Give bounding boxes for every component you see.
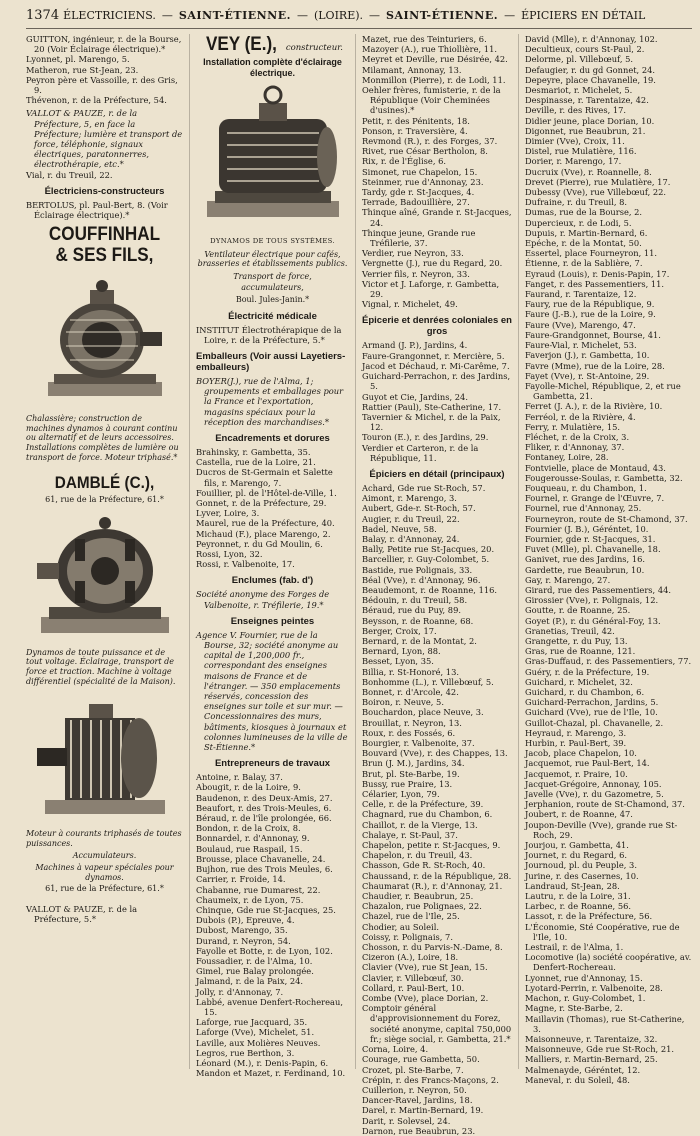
list-entry: Maneval, r. du Soleil, 48. — [525, 1074, 630, 1085]
list-entry: Mazoyer (A.), rue Thiollière, 11. — [362, 44, 497, 55]
list-entry: Brousse, place Chavanelle, 24. — [196, 853, 326, 864]
list-entry: Comptoir général d'approvisionnement du Forez, société anonyme, capital 750,000 fr.; siège social, r. Gambetta, 21.* — [362, 1003, 512, 1044]
list-entry: Digonnet, rue Beaubrun, 21. — [525, 125, 646, 136]
list-entry: Clavier, r. Villebœuf, 30. — [362, 972, 464, 983]
list-entry: Béraud, r. de l'île prolongée, 66. — [196, 813, 332, 824]
list-entry: Chaumarat (R.), r. d'Annonay, 21. — [362, 880, 503, 891]
vallot-entry: VALLOT & PAUZE, r. de la Préfecture, 5, en face la Préfecture; lumière et transport de force, téléphonie, signaux électriques, paratonnerres, électrothérapie, etc.* — [26, 108, 183, 170]
list-entry: Lassot, r. de la Préfecture, 56. — [525, 911, 653, 922]
list-entry: Fayolle-Michel, République, 2, et rue Gambetta, 21. — [525, 380, 681, 402]
section-heading-constructeurs: Électriciens-constructeurs — [44, 185, 165, 197]
list-entry: Jurine, r. des Casernes, 10. — [525, 870, 639, 881]
list-entry: Corna, Loire, 4. — [362, 1044, 429, 1055]
list-entry: Célarier, Lyon, 79. — [362, 789, 440, 800]
list-entry: Oehler frères, fumisterie, r. de la République (Voir Cheminées d'usines).* — [362, 85, 501, 116]
list-entry: Grangette, r. du Puy, 13. — [525, 635, 628, 646]
list-entry: Darel, r. Martin-Bernard, 19. — [362, 1105, 484, 1116]
list-entry: Baudenon, r. des Deux-Amis, 27. — [196, 792, 333, 803]
list-entry: Dupuis, r. Martin-Bernard, 6. — [525, 227, 648, 238]
list-entry: Rossi, r. Valbenoite, 17. — [196, 559, 295, 570]
dynamo-caption: DYNAMOS DE TOUS SYSTÈMES. — [210, 237, 335, 245]
list-entry: Deville, r. des Rives, 17. — [525, 105, 627, 116]
list-entry: Delorme, pl. Villebœuf, 5. — [525, 54, 634, 65]
list-entry: Faverjon (J.), r. Gambetta, 10. — [525, 350, 650, 361]
list-entry: Jacquemot, r. Praire, 10. — [525, 768, 628, 779]
list-entry: Cuillerion, r. Neyron, 50. — [362, 1084, 467, 1095]
list-entry: Guéry, r. de la Préfecture, 19. — [525, 666, 650, 677]
list-entry: Armand (J. P.), Jardins, 4. — [362, 340, 468, 351]
list-entry: Mazet, rue des Teinturiers, 6. — [362, 34, 487, 44]
list-entry: Rix, r. de l'Église, 6. — [362, 156, 447, 167]
list-entry: Verdier, rue Neyron, 33. — [362, 248, 464, 259]
list-entry: Verdier et Carteron, r. de la République, 11. — [362, 442, 479, 463]
list-entry: Jalmand, r. de la Paix, 24. — [196, 976, 304, 987]
column-4 — [518, 34, 692, 1085]
list-entry: Antoine, r. Balay, 37. — [196, 772, 283, 783]
list-entry: Barcellier, r. Guy-Colombet, 5. — [362, 554, 490, 565]
dynamo-engraving-2 — [35, 509, 175, 644]
list-entry: Peyron père et Vassoille, r. des Gris, 9. — [26, 74, 178, 96]
list-entry: Bussy, rue Praire, 13. — [362, 778, 453, 789]
list-entry: Courage, rue Gambetta, 50. — [362, 1054, 480, 1065]
list-entry: Larbec, r. de Roanne, 56. — [525, 901, 632, 912]
list-entry: Thinque aîné, Grande r. St-Jacques, 24. — [362, 207, 512, 228]
header-left: ÉLECTRICIENS. — [63, 9, 156, 22]
page-number: 1374 — [26, 8, 60, 23]
list-entry: Lestrail, r. de l'Alma, 1. — [525, 942, 624, 953]
list-entry: Labbé, avenue Denfert-Rochereau, 15. — [196, 996, 343, 1017]
list-entry: Billia, r. St-Honoré, 13. — [362, 666, 459, 677]
list-entry: Bally, Petite rue St-Jacques, 20. — [362, 544, 495, 555]
vey-title: constructeur. — [285, 43, 344, 53]
list-entry: Girossier (Vve), r. Polignais, 12. — [525, 595, 659, 606]
list-entry: Faury, rue de la République, 9. — [525, 299, 655, 310]
list-entry: Castella, rue de la Loire, 21. — [196, 457, 316, 468]
running-header: 1374 ÉLECTRICIENS. — SAINT-ÉTIENNE. — (LOIRE). — SAINT-ÉTIENNE. — ÉPICIERS EN DÉTAIL — [26, 8, 692, 29]
list-entry: Lyonnet, rue d'Annonay, 15. — [525, 972, 643, 983]
header-dept: (LOIRE). — [313, 9, 364, 22]
list-entry: Joubert, r. de Roanne, 47. — [525, 809, 633, 820]
list-entry: Achard, Gde rue St-Roch, 57. — [362, 482, 486, 493]
list-entry: Laforge (Vve), Michelet, 51. — [196, 1027, 315, 1038]
list-entry: Defaugier, r. du gd Gonnet, 24. — [525, 64, 656, 75]
list-entry: Chazel, rue de l'Ile, 25. — [362, 911, 460, 922]
list-entry: Étienne, r. de la Sablière, 7. — [525, 258, 643, 269]
list-entry: Fougerousse-Soulas, r. Gambetta, 32. — [525, 472, 683, 483]
list-entry: Durand, r. Neyron, 54. — [196, 935, 291, 946]
machines-vapeur-label: Machines à vapeur spéciales pour dynamos. — [35, 862, 174, 882]
list-entry: Gay, r. Marengo, 27. — [525, 574, 611, 585]
list-entry: Distel, rue Mulatière, 116. — [525, 146, 637, 157]
vey-address: Boul. Jules-Janin.* — [235, 294, 310, 304]
institut-entry: INSTITUT Électrothérapique de la Loire, r. de la Préfecture, 5.* — [196, 324, 342, 345]
list-entry: Bonhomme (L.), r. Villebœuf, 5. — [362, 676, 494, 687]
list-entry: Ferret (J. A.), r. de la Rivière, 10. — [525, 401, 663, 412]
list-entry: Bujhon, rue des Trois Meules, 6. — [196, 864, 333, 875]
list-entry: Faure-Grandgonnet, Bourse, 41. — [525, 329, 661, 340]
list-entry: Brahinsky, r. Gambetta, 35. — [196, 446, 311, 457]
list-entry: Dancer-Ravel, Jardins, 18. — [362, 1095, 473, 1106]
list-entry: Guichard, r. Michelet, 32. — [525, 676, 633, 687]
list-entry: Guichard, r. du Chambon, 6. — [525, 687, 645, 697]
list-entry: Augier, r. du Treuil, 22. — [362, 513, 460, 524]
list-entry: Rattier (Paul), Ste-Catherine, 17. — [362, 401, 502, 412]
list-entry: Malmenayde, Géréntet, 12. — [525, 1064, 641, 1075]
list-entry: Beysson, r. de Roanne, 68. — [362, 615, 474, 626]
list-entry: Chosson, r. du Parvis-N.-Dame, 8. — [362, 942, 503, 953]
list-entry: Chagnard, rue du Chambon, 6. — [362, 809, 493, 820]
list-entry: Faure-Vial, r. Michelet, 53. — [525, 340, 637, 351]
enseignes-entry: Agence V. Fournier, rue de la Bourse, 32; société anonyme au capital de 1,200,000 fr., correspondant des enseignes maisons de France et de l'étranger. — 350 emplacements réservés, concession des enseignes sur toile et sur mur. — Concessionnaires des murs, bâtiments, kiosques à journaux et colonnes lumineuses de la ville de St-Étienne.* — [196, 629, 348, 753]
list-entry: Chabanne, rue Dumarest, 22. — [196, 884, 321, 895]
list-entry: Magne, r. Ste-Barbe, 2. — [525, 1003, 623, 1014]
header-city: SAINT-ÉTIENNE. — [178, 9, 291, 22]
list-entry: Fourneyron, route de St-Chamond, 37. — [525, 513, 688, 524]
list-entry: Fouqueau, r. du Chambon, 1. — [525, 482, 647, 493]
list-entry: Bouchardon, place Neuve, 3. — [362, 707, 484, 718]
list-entry: Decultieux, cours St-Paul, 2. — [525, 44, 645, 55]
list-entry: Peyronnet, r. du Gd Moulin, 6. — [196, 538, 323, 549]
column-1 — [26, 34, 189, 1069]
list-entry: Mandon et Mazet, r. Ferdinand, 10. — [196, 1068, 346, 1079]
list-entry: Abougit, r. de la Loire, 9. — [196, 782, 301, 793]
vial-entry: Vial, r. du Treuil, 22. — [26, 169, 113, 180]
list-entry: Thévenon, r. de la Préfecture, 54. — [26, 95, 167, 106]
list-entry: Legros, rue Berthon, 3. — [196, 1047, 295, 1058]
list-entry: Revmond (R.), r. des Forges, 37. — [362, 136, 498, 147]
list-entry: Steinmer, rue d'Annonay, 23. — [362, 176, 484, 187]
damble-address: 61, rue de la Préfecture, 61.* — [45, 495, 164, 505]
list-entry: Chapelon, petite r. St-Jacques, 9. — [362, 840, 501, 851]
list-entry: Léonard (M.), r. Denis-Papin, 6. — [196, 1057, 329, 1068]
bertolus-entry: BERTOLUS, pl. Paul-Bert, 8. (Voir Éclairage électrique).* — [26, 199, 168, 221]
list-entry: Joupon-Deville (Vve), grande rue St-Roch, 29. — [525, 819, 678, 840]
list-entry: Girard, rue des Passementiers, 44. — [525, 584, 672, 595]
list-entry: GUITTON, ingénieur, r. de la Bourse, 20 (Voir Éclairage électrique).* — [26, 34, 182, 55]
list-entry: Maisonneuve, r. Tarentaize, 32. — [525, 1033, 658, 1044]
list-entry: Journet, r. du Regard, 6. — [525, 850, 627, 861]
list-entry: David (Mlle), r. d'Annonay, 102. — [525, 34, 658, 44]
list-entry: Chinque, Gde rue St-Jacques, 25. — [196, 904, 336, 915]
coloniales-list — [362, 340, 512, 462]
list-entry: Thinque jeune, Grande rue Tréfilerie, 37. — [362, 227, 476, 249]
list-entry: Victor et J. Laforge, r. Gambetta, 29. — [362, 278, 500, 300]
vey-description: Ventilateur électrique pour cafés, brasseries et établissements publics. — [197, 249, 348, 269]
epiciers-detail-list-continued — [525, 34, 692, 1085]
list-entry: Granetias, Treuil, 42. — [525, 625, 615, 636]
list-entry: Ducruix (Vve), r. Roannelle, 8. — [525, 166, 652, 177]
list-entry: Combe (Vve), place Dorian, 2. — [362, 993, 489, 1004]
vallot-bottom-entry: VALLOT & PAUZE, r. de la Préfecture, 5.* — [26, 903, 138, 924]
list-entry: Béal (Vve), r. d'Annonay, 96. — [362, 574, 481, 585]
list-entry: Ferréol, r. de la Rivière, 4. — [525, 411, 636, 422]
list-entry: Chazalon, rue Polignaes, 22. — [362, 901, 482, 912]
damble-caption: Dynamos de toute puissance et de tout voltage. Éclairage, transport de force et traction. Machine à voltage différentiel (spécialité de la Maison). — [26, 647, 176, 686]
list-entry: Didier jeune, place Dorian, 10. — [525, 115, 655, 126]
list-entry: Eyraud (Louis), r. Denis-Papin, 17. — [525, 268, 670, 279]
list-entry: Simonet, rue Chapelon, 15. — [362, 166, 478, 177]
section-heading-travaux: Entrepreneurs de travaux — [214, 758, 331, 770]
list-entry: Michaud (F.), place Marengo, 2. — [196, 528, 331, 539]
list-entry: Boiron, r. Neuve, 5. — [362, 697, 444, 708]
list-entry: Guichard (Vve), rue de l'Ile, 10. — [525, 707, 658, 718]
list-entry: Béraud, rue du Puy, 89. — [362, 605, 461, 616]
travaux-list — [196, 772, 349, 1078]
section-heading-coloniales: Épicerie et denrées coloniales en gros — [362, 315, 512, 338]
list-entry: Jacob, place Chapelon, 10. — [525, 748, 637, 759]
list-entry: Darit, r. Solevsel, 24. — [362, 1115, 451, 1126]
header-right: ÉPICIERS EN DÉTAIL — [521, 9, 646, 22]
section-heading-enclumes: Enclumes (fab. d') — [231, 575, 314, 587]
list-entry: Brouillat, r. Neyron, 13. — [362, 717, 462, 728]
list-entry: L'Économie, Sté Coopérative, rue de l'Ile, 10. — [525, 921, 680, 942]
list-entry: Bernard, Lyon, 88. — [362, 646, 441, 657]
list-entry: Balay, r. d'Annonay, 24. — [362, 533, 460, 544]
list-entry: Dubost, Marengo, 35. — [196, 925, 288, 936]
vey-accumulateurs: accumulateurs, — [241, 283, 304, 293]
list-entry: Machon, r. Guy-Colombet, 1. — [525, 993, 646, 1004]
list-entry: Fayolle et Botte, r. de Lyon, 102. — [196, 945, 333, 956]
vey-dynamo-engraving — [199, 83, 347, 233]
list-entry: Gimel, rue Balay prolongée. — [196, 966, 314, 977]
list-entry: Foussadier, r. de l'Alma, 10. — [196, 955, 313, 966]
damble-address-2: 61, rue de la Préfecture, 61.* — [45, 884, 164, 894]
list-entry: Lautru, r. de la Loire, 31. — [525, 891, 631, 902]
list-entry: Jourjou, r. Gambetta, 41. — [525, 840, 629, 851]
list-entry: Hurbin, r. Paul-Bert, 39. — [525, 738, 627, 749]
list-entry: Guichard-Perrachon, Jardins, 5. — [525, 697, 659, 708]
list-entry: Dumas, rue de la Bourse, 2. — [525, 207, 643, 218]
list-entry: Tavernier & Michel, r. de la Paix, 12. — [362, 411, 501, 433]
list-entry: Lyver, Loire, 3. — [196, 508, 260, 519]
list-entry: Berger, Croix, 17. — [362, 625, 437, 636]
list-entry: Chalaye, r. St-Paul, 37. — [362, 829, 458, 840]
vey-transport: Transport de force, — [233, 271, 312, 281]
list-entry: Gonnet, r. de la Préfecture, 29. — [196, 498, 327, 508]
list-entry: Goyet (P.), r. du Général-Foy, 13. — [525, 615, 661, 626]
section-heading-encadrements: Encadrements et dorures — [215, 432, 330, 444]
damble-name: DAMBLÉ (C.), — [54, 473, 155, 493]
list-entry: Dorier, r. Marengo, 17. — [525, 156, 622, 167]
list-entry: Maurel, rue de la Préfecture, 40. — [196, 518, 335, 529]
list-entry: Besset, Lyon, 35. — [362, 656, 434, 667]
list-entry: Bonnet, r. d'Arcole, 42. — [362, 686, 459, 697]
list-entry: Vignal, r. Michelet, 49. — [362, 299, 458, 310]
list-entry: Epéche, r. de la Montat, 50. — [525, 238, 642, 249]
list-entry: Rossi, Lyon, 32. — [196, 549, 263, 560]
list-entry: Fontaney, Loire, 28. — [525, 452, 609, 463]
list-entry: Clavier (Vve), rue St Jean, 15. — [362, 962, 488, 973]
list-entry: Celle, r. de la Préfecture, 39. — [362, 799, 484, 810]
list-entry: Fournel, rue d'Annonay, 25. — [525, 503, 642, 514]
couffinhal-caption: Chalassière; construction de machines dynamos à courant continu ou alternatif et de leurs accessoires. Installations complètes de lumière ou transport de force. Moteur triphasé.* — [26, 414, 179, 462]
list-entry: Javelle (Vve), r. du Gazometre, 5. — [525, 789, 664, 800]
list-entry: Fliker, r. d'Annonay, 37. — [525, 442, 625, 453]
list-entry: Gras-Duffaud, r. des Passementiers, 77. — [525, 656, 692, 667]
list-entry: Chaudier, r. Beaubrun, 25. — [362, 891, 474, 902]
list-entry: Boulaud, rue Raspail, 15. — [196, 843, 303, 854]
list-entry: Jacquet-Grégoire, Annonay, 105. — [525, 778, 662, 789]
list-entry: Jacod et Déchaud, r. Mi-Carême, 7. — [362, 360, 510, 371]
epiciers-detail-list — [362, 483, 512, 1136]
list-entry: Depeyre, place Chavanelle, 19. — [525, 74, 656, 85]
list-entry: Guichard-Perrachon, r. des Jardins, 5. — [362, 371, 511, 392]
list-entry: Matheron, rue St-Jean, 23. — [26, 64, 139, 75]
couffinhal-name-2: & SES FILS, — [55, 245, 154, 267]
column-2 — [189, 34, 355, 1079]
list-entry: Darnon, rue Beaubrun, 23. — [362, 1125, 476, 1136]
section-heading-emballeurs: Emballeurs (Voir aussi Layetiers-emballeurs) — [196, 350, 346, 373]
list-entry: Fournier, gde r. St-Jacques, 31. — [525, 533, 656, 544]
list-entry: Fléchet, r. de la Croix, 3. — [525, 431, 630, 442]
list-entry: Badel, Neuve, 58. — [362, 523, 437, 534]
list-entry: Bondon, r. de la Croix, 8. — [196, 823, 301, 834]
list-entry: Goutte, r. de Roanne, 25. — [525, 605, 631, 616]
list-entry: Locomotive (la) société coopérative, av. Denfert-Rochereau. — [525, 952, 692, 973]
list-entry: Bédouin, r. du Treuil, 58. — [362, 595, 468, 606]
list-entry: Dubois (P.), Epreuve, 4. — [196, 915, 295, 926]
list-entry: Jacquemot, rue Paul-Bert, 14. — [525, 758, 650, 769]
list-entry: Touron (E.), r. des Jardins, 29. — [362, 432, 489, 443]
list-entry: Fayet (Vve), r. St-Antoine, 29. — [525, 370, 650, 381]
section-heading-enseignes: Enseignes peintes — [230, 615, 315, 627]
list-entry: Bonnardel, r. d'Annonay, 9. — [196, 833, 310, 844]
list-entry: Carrier, r. Froide, 14. — [196, 874, 286, 885]
list-entry: Chaumeix, r. de Lyon, 75. — [196, 894, 304, 905]
list-entry: Crozet, pl. Ste-Barbe, 7. — [362, 1064, 464, 1075]
list-entry: Faure (J.-B.), rue de la Loire, 9. — [525, 309, 656, 320]
list-entry: Terrade, Badouillière, 27. — [362, 197, 470, 208]
list-entry: Jolly, r. d'Annonay, 7. — [196, 986, 284, 997]
section-heading-detail: Épiciers en détail (principaux) — [369, 468, 505, 480]
list-entry: Lyotard-Perrin, r. Valbenoite, 28. — [525, 982, 663, 993]
list-entry: Malliers, r. Martin-Bernard, 25. — [525, 1054, 658, 1065]
list-entry: Beaudemont, r. de Roanne, 116. — [362, 584, 498, 595]
list-entry: Guillot-Chazal, pl. Chavanelle, 2. — [525, 717, 664, 728]
list-entry: Laville, aux Molières Neuves. — [196, 1037, 321, 1048]
motor-engraving — [35, 690, 175, 825]
list-entry: Bourgier, r. Valbenoite, 37. — [362, 738, 475, 748]
list-entry: Jerphanion, route de St-Chamond, 37. — [525, 799, 685, 810]
motor-caption: Moteur à courants triphasés de toutes puissances. — [26, 829, 182, 848]
list-entry: Collard, r. Paul-Bert, 10. — [362, 982, 465, 993]
list-entry: Verrier fils, r. Neyron, 33. — [362, 268, 470, 279]
list-entry: Milamant, Annonay, 13. — [362, 64, 462, 75]
list-entry: Dufraine, r. du Treuil, 8. — [525, 197, 628, 208]
list-entry: Favre (Mme), rue de la Loire, 28. — [525, 360, 665, 371]
couffinhal-name: COUFFINHAL — [48, 224, 161, 246]
list-entry: Desmariot, r. Michelet, 5. — [525, 85, 633, 96]
list-entry: Aimont, r. Marengo, 3. — [362, 493, 457, 504]
travaux-list-continued — [362, 34, 512, 309]
list-entry: Rivet, rue César Bertholon, 8. — [362, 146, 488, 157]
list-entry: Chapelon, r. du Treuil, 43. — [362, 850, 473, 861]
list-entry: Laforge, rue Jacquard, 35. — [196, 1017, 308, 1028]
list-entry: Dimier (Vve), Croix, 11. — [525, 136, 625, 147]
boyer-entry: BOYER(J.), rue de l'Alma, 1; groupements et emballages pour la France et l'exportation, magasins spéciaux pour la réception des marchandises.* — [196, 375, 344, 427]
list-entry: Fontvielle, place de Montaud, 43. — [525, 462, 666, 473]
list-entry: Vergnette (J.), rue du Regard, 20. — [362, 258, 503, 269]
list-entry: Beaufort, r. des Trois-Meules, 6. — [196, 802, 332, 813]
list-entry: Bastide, rue Polignais, 33. — [362, 564, 473, 575]
list-entry: Faure-Grangonnet, r. Mercière, 5. — [362, 350, 505, 361]
list-entry: Dupercieux, r. de Lodi, 5. — [525, 217, 632, 228]
list-entry: Landraud, St-Jean, 28. — [525, 880, 620, 891]
list-entry: Ganivet, rue des Jardins, 16. — [525, 554, 646, 565]
list-entry: Fouillier, pl. de l'Hôtel-de-Ville, 1. — [196, 487, 337, 498]
electriciens-list — [26, 34, 183, 105]
list-entry: Drevet (Pierre), rue Mulatière, 17. — [525, 176, 671, 187]
list-entry: Gras, rue de Roanne, 121. — [525, 646, 636, 657]
list-entry: Faure (Vve), Marengo, 47. — [525, 319, 636, 330]
list-entry: Monmillon (Pierre), r. de Lodi, 11. — [362, 74, 506, 85]
dynamo-engraving-1 — [40, 270, 170, 410]
list-entry: Chodier, au Soleil. — [362, 921, 440, 932]
list-entry: Faurand, r. Tarentaize, 12. — [525, 289, 637, 300]
list-entry: Chasson, Gde R. St-Roch, 40. — [362, 860, 486, 871]
list-entry: Fanget, r. des Passementiers, 11. — [525, 278, 665, 289]
list-entry: Ponson, r. Traversière, 4. — [362, 125, 468, 136]
list-entry: Journoud, pl. du Peuple, 3. — [525, 860, 637, 871]
list-entry: Bernard, r. de la Montat, 2. — [362, 635, 477, 646]
list-entry: Coissy, r. Polignais, 7. — [362, 931, 453, 942]
list-entry: Fuvet (Mlle), pl. Chavanelle, 18. — [525, 544, 661, 555]
list-entry: Cizeron (A.), Loire, 18. — [362, 952, 459, 963]
list-entry: Fournier (J. B.), Géréntet, 10. — [525, 523, 649, 534]
list-entry: Despinasse, r. Tarentaize, 42. — [525, 95, 649, 106]
list-entry: Gardette, rue Beaubrun, 10. — [525, 564, 645, 575]
list-entry: Guyot et Cie, Jardins, 24. — [362, 391, 468, 402]
vey-name: VEY (E.), — [205, 34, 277, 55]
section-heading-medicale: Électricité médicale — [228, 310, 317, 322]
list-entry: Lyonnet, pl. Marengo, 5. — [26, 54, 130, 65]
list-entry: Petit, r. des Pénitents, 18. — [362, 115, 470, 126]
list-entry: Ducros de St-Germain et Salette fils, r. Marengo, 7. — [196, 467, 333, 488]
list-entry: Maisonneuve, Gde rue St-Roch, 21. — [525, 1044, 675, 1055]
list-entry: Brun (J. M.), Jardins, 34. — [362, 758, 465, 769]
header-city-2: SAINT-ÉTIENNE. — [386, 9, 499, 22]
enclumes-entry: Société anonyme des Forges de Valbenoite, r. Tréfilerie, 19.* — [196, 589, 330, 610]
list-entry: Aubert, Gde-r. St-Roch, 57. — [362, 503, 476, 514]
list-entry: Maillavin (Thomas), rue St-Catherine, 3. — [525, 1013, 685, 1034]
list-entry: Chaussand, r. de la République, 28. — [362, 870, 512, 881]
list-entry: Fournel, r. Grange de l'Œuvre, 7. — [525, 493, 665, 504]
vey-subtitle: Installation complète d'éclairage électrique. — [203, 57, 342, 78]
list-entry: Tardy, gde r. St-Jacques, 4. — [362, 187, 475, 198]
list-entry: Meyret et Deville, rue Désirée, 42. — [362, 54, 508, 65]
accumulateurs-label: Accumulateurs. — [72, 851, 137, 861]
list-entry: Essertel, place Fourneyron, 11. — [525, 248, 658, 259]
list-entry: Chaillot, r. de la Vierge, 13. — [362, 819, 478, 830]
encadrements-list — [196, 447, 349, 569]
list-entry: Dubessy (Vve), rue Villebœuf, 22. — [525, 187, 667, 198]
column-3 — [355, 34, 518, 1136]
list-entry: Bouvard (Vve), r. des Chappes, 13. — [362, 748, 508, 759]
list-entry: Ferry, r. Mulatière, 15. — [525, 421, 621, 432]
list-entry: Crépin, r. des Francs-Maçons, 2. — [362, 1074, 499, 1085]
list-entry: Brut, pl. Ste-Barbe, 19. — [362, 768, 460, 779]
list-entry: Heyraud, r. Marengo, 3. — [525, 727, 627, 738]
list-entry: Roux, r. des Fossés, 6. — [362, 727, 456, 738]
